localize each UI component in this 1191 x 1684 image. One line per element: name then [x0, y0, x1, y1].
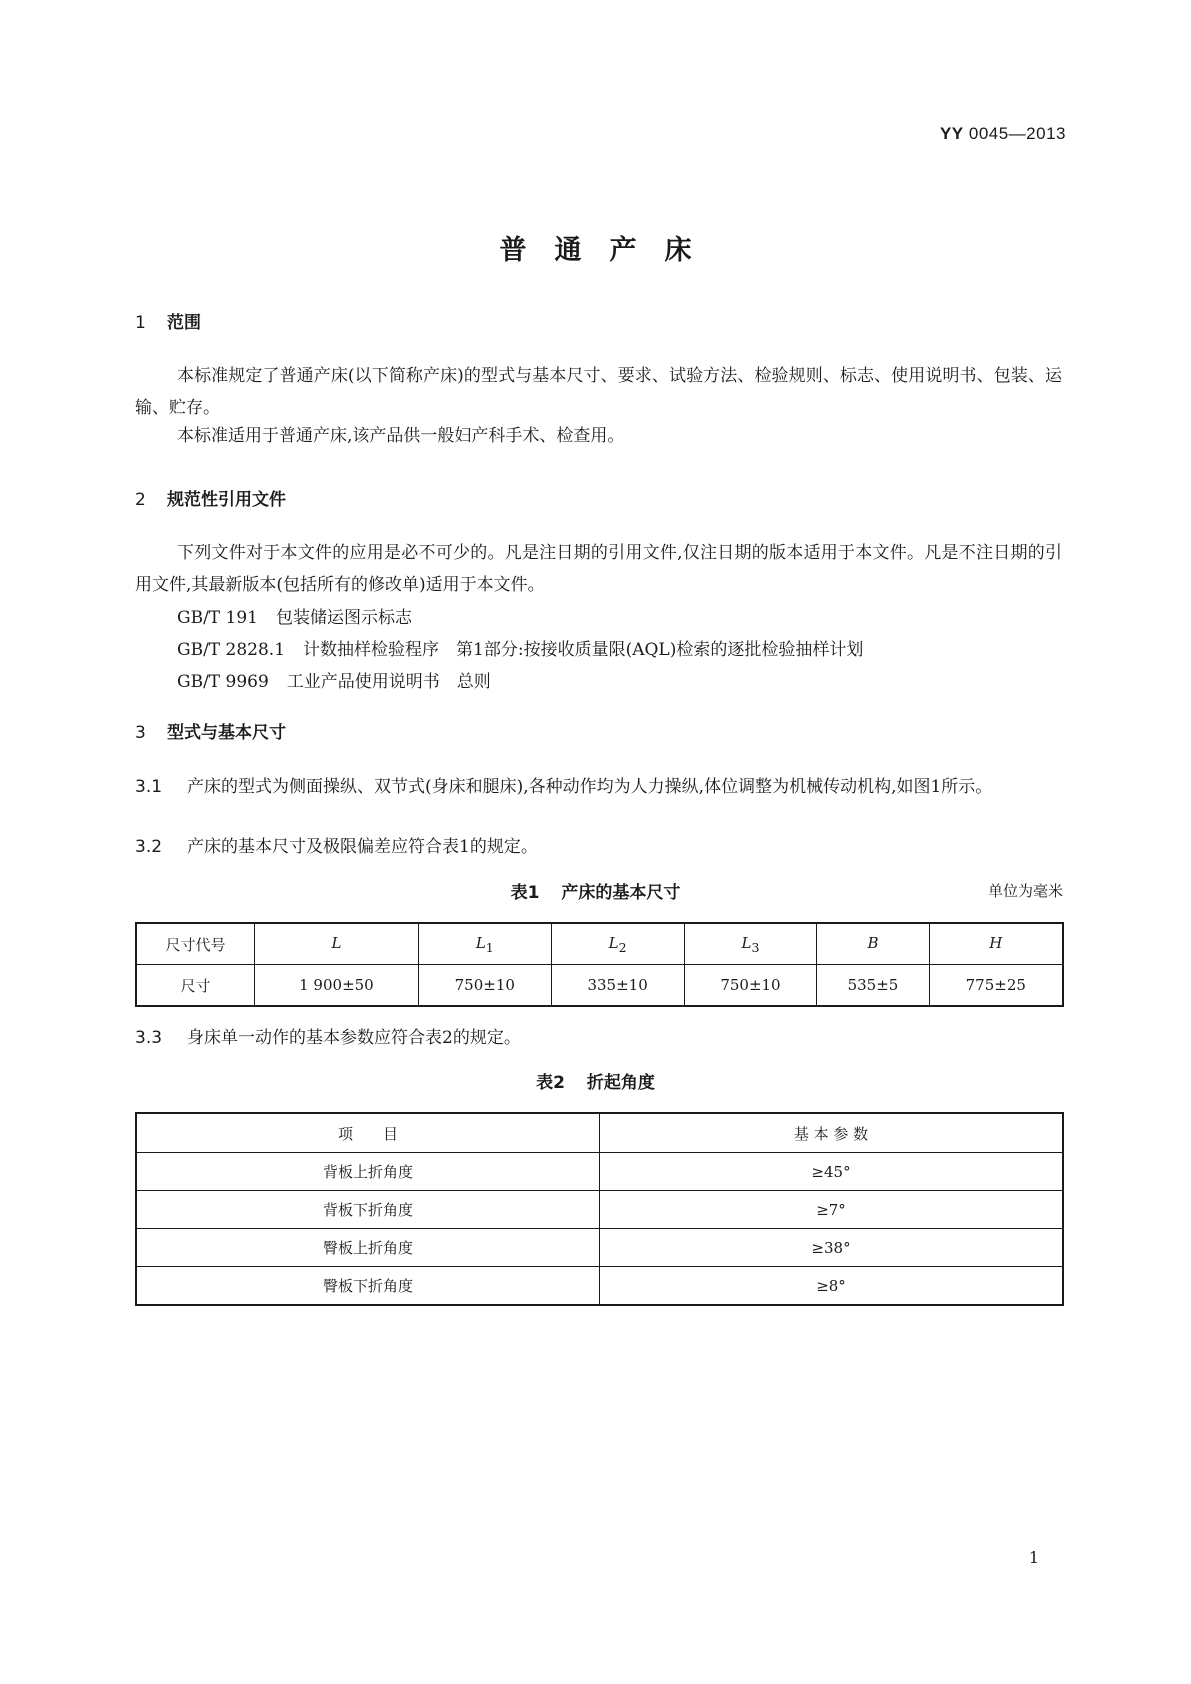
reference-code: GB/T 191 — [177, 608, 258, 628]
section-3-heading — [135, 718, 286, 743]
reference-code: GB/T 9969 — [177, 672, 269, 692]
table-row — [136, 1153, 1063, 1191]
table-cell: 臀板下折角度 — [136, 1267, 600, 1306]
table-number: 表1 — [510, 883, 540, 903]
reference-item — [177, 603, 412, 628]
clause-text: 产床的基本尺寸及极限偏差应符合表1的规定。 — [187, 837, 538, 857]
section-number: 2 — [135, 490, 146, 510]
table-header-cell: L — [255, 923, 419, 965]
table-cell: 750±10 — [418, 965, 551, 1007]
clause-number: 3.2 — [135, 837, 163, 857]
section-2-heading — [135, 485, 286, 510]
table-row — [136, 1229, 1063, 1267]
table-row — [136, 965, 1063, 1007]
standard-code — [940, 124, 1066, 144]
standard-code-number: 0045—2013 — [968, 124, 1066, 143]
table-header-cell: $L_3$ — [684, 923, 817, 965]
table-cell: 750±10 — [684, 965, 817, 1007]
section-1-paragraph-1: 本标准规定了普通产床(以下简称产床)的型式与基本尺寸、要求、试验方法、检验规则、标志、使用说明书、包装、运输、贮存。 — [135, 366, 1062, 418]
table-number: 表2 — [536, 1073, 565, 1093]
table-cell: 背板上折角度 — [136, 1153, 600, 1191]
section-2-paragraph-1: 下列文件对于本文件的应用是必不可少的。凡是注日期的引用文件,仅注日期的版本适用于本文件。凡是不注日期的引用文件,其最新版本(包括所有的修改单)适用于本文件。 — [135, 543, 1062, 595]
table-row — [136, 1113, 1063, 1153]
table-row — [136, 1191, 1063, 1229]
table-cell: ≥8° — [600, 1267, 1064, 1306]
table-cell: 背板下折角度 — [136, 1191, 600, 1229]
table-row-label: 尺寸 — [136, 965, 255, 1007]
table-cell: 775±25 — [929, 965, 1063, 1007]
page-number: 1 — [1028, 1548, 1039, 1567]
table-1-unit: 单位为毫米 — [987, 882, 1063, 900]
table-cell: 335±10 — [551, 965, 684, 1007]
clause-3-1 — [135, 771, 1062, 803]
standard-code-prefix: YY — [939, 124, 964, 143]
section-number: 1 — [135, 313, 146, 333]
table-1 — [135, 922, 1064, 1007]
clause-3-3 — [135, 1022, 1062, 1054]
table-header-cell: B — [817, 923, 929, 965]
table-header-cell: 项 目 — [136, 1113, 600, 1153]
table-cell: ≥45° — [600, 1153, 1064, 1191]
reference-title: 工业产品使用说明书 总则 — [286, 672, 491, 692]
table-2 — [135, 1112, 1064, 1306]
reference-item — [177, 635, 863, 660]
reference-title: 计数抽样检验程序 第1部分:按接收质量限(AQL)检索的逐批检验抽样计划 — [303, 640, 864, 660]
reference-title: 包装储运图示标志 — [276, 608, 412, 628]
table-header-cell: 基 本 参 数 — [600, 1113, 1064, 1153]
table-cell: ≥38° — [600, 1229, 1064, 1267]
table-cell: 1 900±50 — [255, 965, 419, 1007]
clause-3-2 — [135, 831, 1062, 863]
table-header-cell: $L_1$ — [418, 923, 551, 965]
section-1-heading — [135, 308, 201, 333]
reference-code: GB/T 2828.1 — [177, 640, 286, 660]
section-title: 范围 — [167, 313, 201, 333]
document-title: 普通产床 — [499, 235, 720, 266]
section-title: 规范性引用文件 — [167, 490, 286, 510]
clause-text: 产床的型式为侧面操纵、双节式(身床和腿床),各种动作均为人力操纵,体位调整为机械传动机构,如图1所示。 — [187, 777, 993, 797]
section-title: 型式与基本尺寸 — [167, 723, 286, 743]
table-2-caption — [0, 1068, 1191, 1093]
section-number: 3 — [135, 723, 146, 743]
clause-number: 3.1 — [135, 777, 163, 797]
table-cell: ≥7° — [600, 1191, 1064, 1229]
table-title: 产床的基本尺寸 — [561, 883, 681, 903]
table-header-cell: $L_2$ — [551, 923, 684, 965]
clause-number: 3.3 — [135, 1028, 163, 1048]
table-header-cell: 尺寸代号 — [136, 923, 255, 965]
section-1-paragraph-2: 本标准适用于普通产床,该产品供一般妇产科手术、检查用。 — [177, 426, 625, 446]
table-header-cell: H — [929, 923, 1063, 965]
table-row — [136, 1267, 1063, 1306]
reference-item — [177, 667, 491, 692]
table-cell: 臀板上折角度 — [136, 1229, 600, 1267]
table-cell: 535±5 — [817, 965, 929, 1007]
clause-text: 身床单一动作的基本参数应符合表2的规定。 — [187, 1028, 521, 1048]
table-title: 折起角度 — [586, 1073, 655, 1093]
table-row — [136, 923, 1063, 965]
